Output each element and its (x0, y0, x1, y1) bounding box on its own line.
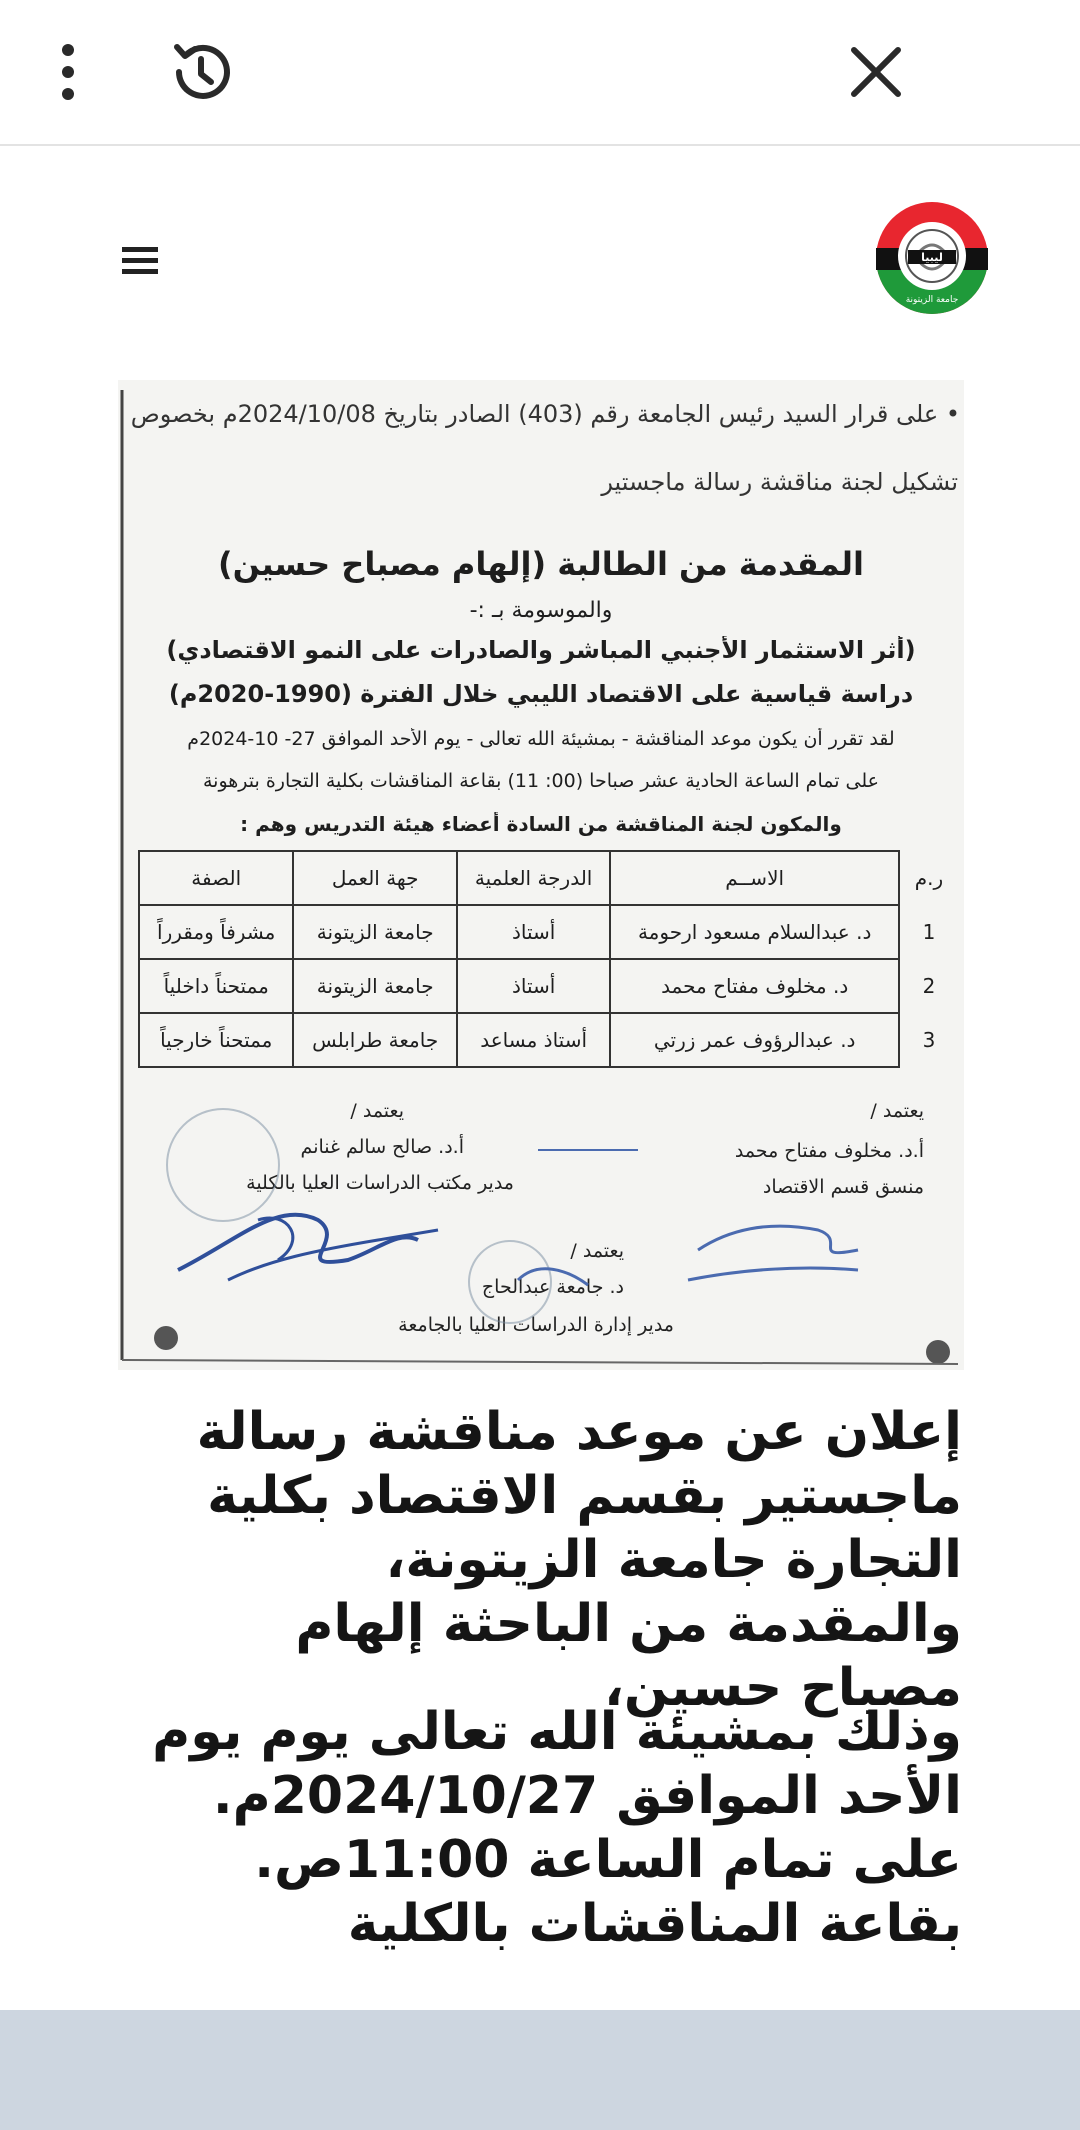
table-cell: د. عبدالسلام مسعود ارحومة (610, 905, 899, 959)
sig-right-approve: يعتمد / (870, 1100, 924, 1122)
table-cell: أستاذ (457, 959, 610, 1013)
site-header (0, 146, 1080, 366)
close-button[interactable] (836, 32, 916, 112)
table-cell: د. عبدالرؤوف عمر زرتي (610, 1013, 899, 1067)
announcement-document-image[interactable] (118, 380, 964, 1370)
history-button[interactable] (160, 32, 240, 112)
history-icon (165, 37, 235, 107)
doc-student-line: المقدمة من الطالبة (إلهام مصباح حسين) (218, 545, 864, 583)
table-cell: جامعة طرابلس (293, 1013, 456, 1067)
sig-center-title: مدير إدارة الدراسات العليا بالجامعة (398, 1314, 674, 1336)
sig-center-approve: يعتمد / (570, 1240, 624, 1262)
table-cell: ممتحناً خارجياً (139, 1013, 293, 1067)
doc-decision-line: • على قرار السيد رئيس الجامعة رقم (403) الصادر بتاريخ 2024/10/08م بخصوص (130, 400, 960, 428)
doc-thesis-title-1: (أثر الاستثمار الأجنبي المباشر والصادرات على النمو الاقتصادي) (166, 636, 916, 664)
table-cell: ممتحناً داخلياً (139, 959, 293, 1013)
table-cell: جامعة الزيتونة (293, 959, 456, 1013)
hamburger-menu-icon (122, 245, 158, 277)
table-header: الاســم (610, 851, 899, 905)
svg-text:جامعة الزيتونة: جامعة الزيتونة (905, 295, 959, 305)
logo-emblem (872, 198, 992, 318)
menu-button[interactable] (110, 236, 170, 286)
university-logo[interactable] (872, 198, 992, 318)
doc-schedule-line-2: على تمام الساعة الحادية عشر صباحا (00: 11) بقاعة المناقشات بكلية التجارة بترهونة (202, 770, 880, 792)
sig-left-title: مدير مكتب الدراسات العليا بالكلية (246, 1172, 514, 1194)
table-header: الصفة (139, 851, 293, 905)
sig-right-name: أ.د. مخلوف مفتاح محمد (734, 1140, 924, 1162)
svg-text:ليبيا: ليبيا (921, 251, 943, 264)
table-cell: د. مخلوف مفتاح محمد (610, 959, 899, 1013)
table-header: ر.م (899, 851, 958, 905)
doc-schedule-line-1: لقد تقرر أن يكون موعد المناقشة - بمشيئة الله تعالى - يوم الأحد الموافق 27- 10-2024م (187, 728, 895, 750)
top-toolbar (0, 0, 1080, 146)
more-vertical-icon (58, 42, 78, 102)
table-header: جهة العمل (293, 851, 456, 905)
doc-titled-line: والموسومة بـ :- (469, 598, 613, 623)
article-paragraph-1: إعلان عن موعد مناقشة رسالة ماجستير بقسم الاقتصاد بكلية التجارة جامعة الزيتونة، والمقدمة من الباحثة إلهام مصباح حسين، (196, 1402, 962, 1718)
doc-committee-intro: والمكون لجنة المناقشة من السادة أعضاء هيئة التدريس وهم : (240, 812, 842, 836)
sig-left-name: أ.د. صالح سالم غنانم (300, 1136, 464, 1158)
table-cell: 1 (899, 905, 958, 959)
table-cell: 2 (899, 959, 958, 1013)
table-header: الدرجة العلمية (457, 851, 610, 905)
table-cell: مشرفاً ومقرراً (139, 905, 293, 959)
table-cell: أستاذ (457, 905, 610, 959)
sig-right-title: منسق قسم الاقتصاد (762, 1176, 924, 1198)
doc-formation-line: تشكيل لجنة مناقشة رسالة ماجستير (601, 468, 958, 496)
table-cell: جامعة الزيتونة (293, 905, 456, 959)
more-options-button[interactable] (28, 32, 108, 112)
table-cell: أستاذ مساعد (457, 1013, 610, 1067)
close-icon (848, 44, 904, 100)
table-cell: 3 (899, 1013, 958, 1067)
footer-band (0, 2010, 1080, 2130)
sig-left-approve: يعتمد / (350, 1100, 404, 1122)
article-paragraph-2: وذلك بمشيئة الله تعالى يوم يوم الأحد الموافق 2024/10/27م. على تمام الساعة 11:00ص. بقاعة المناقشات بالكلية (152, 1702, 962, 1954)
sig-center-name: د. جامعة عبدالحاج (481, 1276, 624, 1298)
doc-thesis-title-2: دراسة قياسية على الاقتصاد الليبي خلال الفترة (1990-2020م) (168, 680, 914, 708)
handwritten-signatures (118, 380, 964, 1370)
